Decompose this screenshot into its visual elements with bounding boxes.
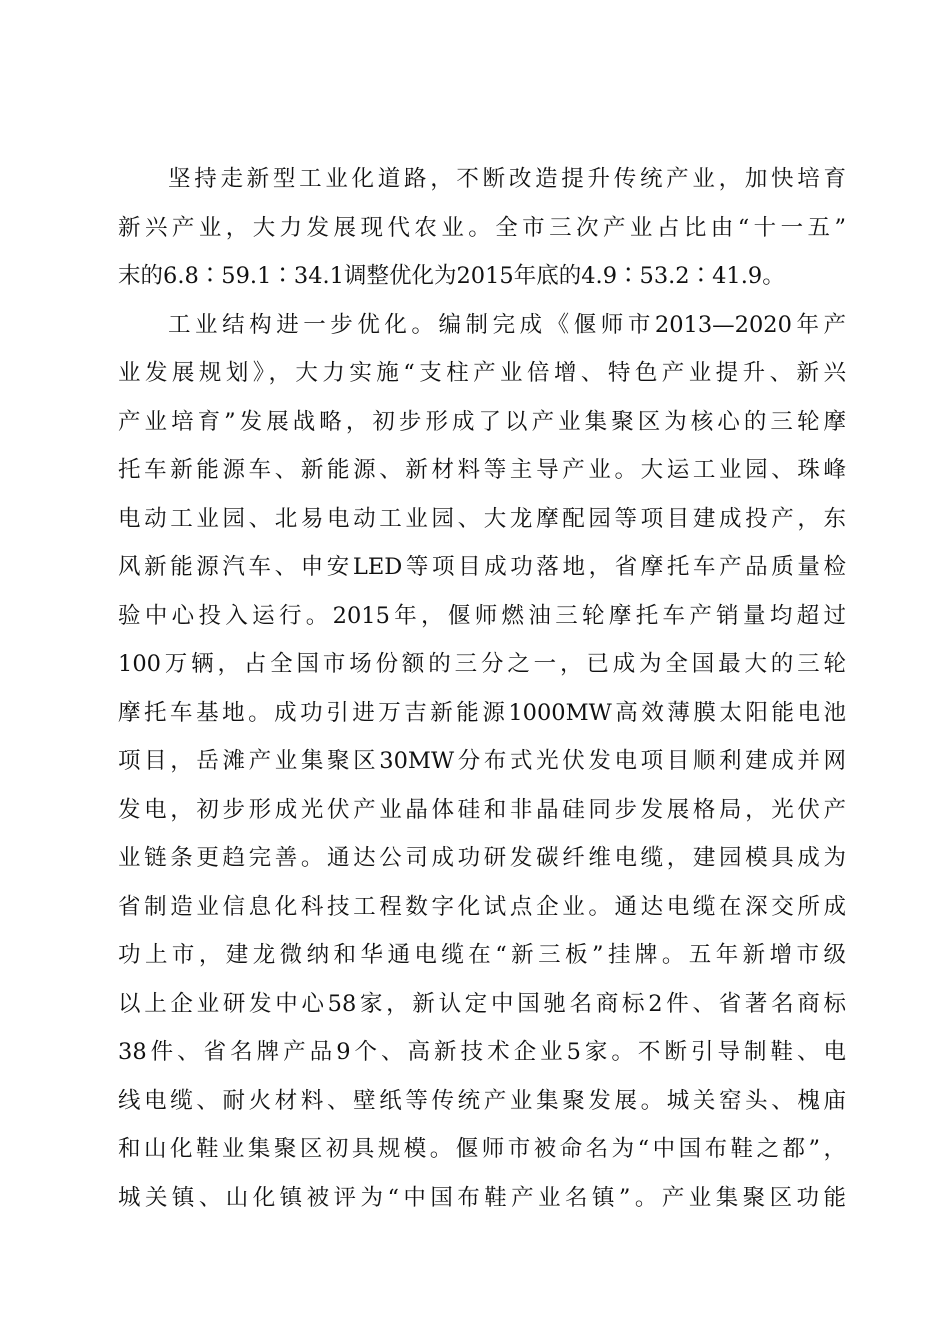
paragraph-line: 工业结构进一步优化。编制完成《偃师市2013—2020年产: [168, 311, 846, 338]
paragraph-line: 业链条更趋完善。通达公司成功研发碳纤维电缆，建园模具成为: [118, 845, 846, 871]
paragraph-line: 以上企业研发中心58家，新认定中国驰名商标2件、省著名商标: [118, 990, 846, 1017]
paragraph-line: 电动工业园、北易电动工业园、大龙摩配园等项目建成投产，东: [118, 505, 846, 532]
paragraph-line: 验中心投入运行。2015年，偃师燃油三轮摩托车产销量均超过: [118, 602, 846, 629]
paragraph-line: 线电缆、耐火材料、壁纸等传统产业集聚发展。城关窑头、槐庙: [118, 1087, 846, 1114]
body-text: [118, 155, 846, 1222]
paragraph-line: 托车新能源车、新能源、新材料等主导产业。大运工业园、珠峰: [118, 457, 846, 483]
paragraph-line: 业发展规划》，大力实施“支柱产业倍增、特色产业提升、新兴: [118, 360, 846, 386]
paragraph-line: 摩托车基地。成功引进万吉新能源1000MW高效薄膜太阳能电池: [118, 699, 846, 726]
paragraph-line: 38件、省名牌产品9个、高新技术企业5家。不断引导制鞋、电: [118, 1039, 846, 1065]
paragraph-line: 产业培育”发展战略，初步形成了以产业集聚区为核心的三轮摩: [118, 408, 846, 435]
paragraph-line: 发电，初步形成光伏产业晶体硅和非晶硅同步发展格局，光伏产: [118, 796, 846, 823]
paragraph-line: 末的6.8∶59.1∶34.1调整优化为2015年底的4.9∶53.2∶41.9。: [118, 263, 785, 289]
paragraph-line: 新兴产业，大力发展现代农业。全市三次产业占比由“十一五”: [118, 214, 846, 241]
paragraph-line: 坚持走新型工业化道路，不断改造提升传统产业，加快培育: [168, 166, 846, 192]
paragraph-line: 省制造业信息化科技工程数字化试点企业。通达电缆在深交所成: [118, 893, 846, 920]
paragraph-line: 风新能源汽车、申安LED等项目成功落地，省摩托车产品质量检: [118, 554, 846, 580]
paragraph-line: 城关镇、山化镇被评为“中国布鞋产业名镇”。产业集聚区功能: [118, 1184, 846, 1211]
paragraph-line: 项目，岳滩产业集聚区30MW分布式光伏发电项目顺利建成并网: [118, 748, 846, 774]
paragraph-line: 功上市，建龙微纳和华通电缆在“新三板”挂牌。五年新增市级: [118, 942, 846, 968]
paragraph-line: 和山化鞋业集聚区初具规模。偃师市被命名为“中国布鞋之都”，: [118, 1136, 846, 1162]
paragraph-line: 100万辆，占全国市场份额的三分之一，已成为全国最大的三轮: [118, 651, 846, 677]
